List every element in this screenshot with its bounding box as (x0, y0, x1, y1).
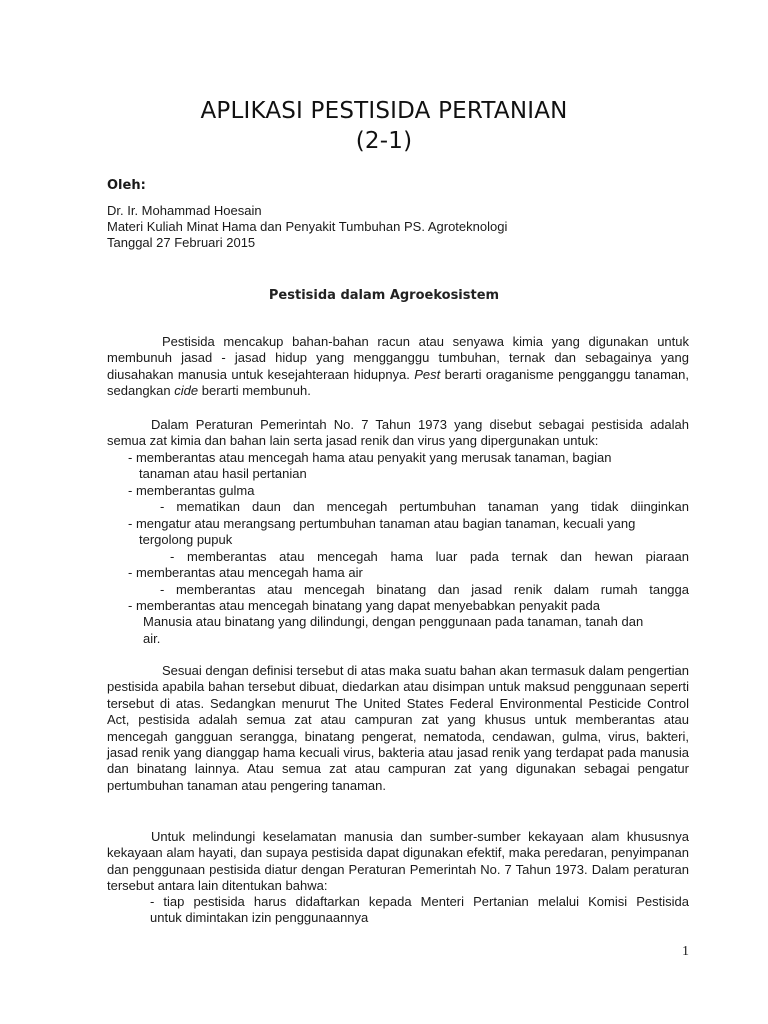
list-item: - memberantas atau mencegah binatang dan jasad renik dalam rumah tangga (160, 582, 689, 597)
paragraph-2 (107, 417, 689, 450)
list-item: - memberantas atau mencegah hama luar pada ternak dan hewan piaraan (170, 549, 689, 564)
paragraph-1-text-c: berarti membunuh. (201, 383, 311, 399)
paragraph-1 (107, 334, 689, 400)
paragraph-4 (107, 829, 689, 895)
list-item-continued: untuk dimintakan izin penggunaannya (150, 910, 369, 925)
list-item: - mematikan daun dan mencegah pertumbuhan tanaman yang tidak diinginkan (160, 499, 689, 514)
list-item-continued: Manusia atau binatang yang dilindungi, dengan penggunaan pada tanaman, tanah dan (143, 614, 644, 629)
list-item-continued: air. (143, 631, 161, 646)
section-title: Pestisida dalam Agroekosistem (268, 288, 500, 303)
term-pest: Pest (414, 366, 441, 382)
document-title: APLIKASI PESTISIDA PERTANIAN (200, 98, 568, 124)
paragraph-3 (107, 663, 689, 794)
list-item: - memberantas atau mencegah hama atau penyakit yang merusak tanaman, bagian (128, 450, 612, 465)
document-subtitle: (2-1) (355, 128, 413, 154)
list-item: - memberantas atau mencegah binatang yang dapat menyebabkan penyakit pada (128, 598, 600, 613)
author-name: Dr. Ir. Mohammad Hoesain (107, 203, 262, 218)
page-number: 1 (682, 944, 689, 959)
list-item-continued: tanaman atau hasil pertanian (139, 466, 307, 481)
paragraph-3-text: Sesuai dengan definisi tersebut di atas maka suatu bahan akan termasuk dalam pengertian pestisida apabila bahan tersebut dibuat, diedarkan atau disimpan untuk maksud penggunaan seperti tersebut di atas. Sedangkan menurut The United States Federal Environmental Pesticide Control Act, pestisida adalah semua zat atau campuran zat yang khusus untuk memberantas atau mencegah gangguan serangga, binatang pengerat, nematoda, cendawan, gulma, virus, bakteri, jasad renik yang dianggap hama kecuali virus, bakteria atau jasad renik yang terdapat pada manusia dan binatang lainnya. Atau semua zat atau campuran zat yang digunakan sebagai pengatur pertumbuhan tanaman atau pengering tanaman. (107, 663, 689, 793)
paragraph-4-text: Untuk melindungi keselamatan manusia dan sumber-sumber kekayaan alam khususnya kekayaan alam hayati, dan supaya pestisida dapat digunakan efektif, maka peredaran, penyimpanan dan penggunaan pestisida diatur dengan Peraturan Pemerintah No. 7 Tahun 1973. Dalam peraturan tersebut antara lain ditentukan bahwa: (107, 829, 689, 894)
paragraph-1-text-b: berarti oraganisme pengganggu tanaman, sedangkan (107, 366, 689, 399)
course-info: Materi Kuliah Minat Hama dan Penyakit Tumbuhan PS. Agroteknologi (107, 219, 508, 234)
list-item-continued: tergolong pupuk (139, 532, 233, 547)
document-date: Tanggal 27 Februari 2015 (107, 235, 256, 250)
list-item: - mengatur atau merangsang pertumbuhan tanaman atau bagian tanaman, kecuali yang (128, 516, 636, 531)
term-cide: cide (174, 383, 199, 399)
paragraph-1-text-a: Pestisida mencakup bahan-bahan racun atau senyawa kimia yang digunakan untuk membunuh jasad - jasad hidup yang mengganggu tumbuhan, ternak dan sebagainya yang diusahakan manusia untuk kesejahteraan hidupnya. (107, 334, 689, 382)
list-item: - memberantas atau mencegah hama air (128, 565, 363, 580)
paragraph-2-text: Dalam Peraturan Pemerintah No. 7 Tahun 1973 yang disebut sebagai pestisida adalah semua zat kimia dan bahan lain serta jasad renik dan virus yang dipergunakan untuk: (107, 417, 689, 449)
list-item: - tiap pestisida harus didaftarkan kepada Menteri Pertanian melalui Komisi Pestisida (150, 894, 689, 909)
author-label: Oleh: (107, 178, 146, 193)
list-item: - memberantas gulma (128, 483, 255, 498)
